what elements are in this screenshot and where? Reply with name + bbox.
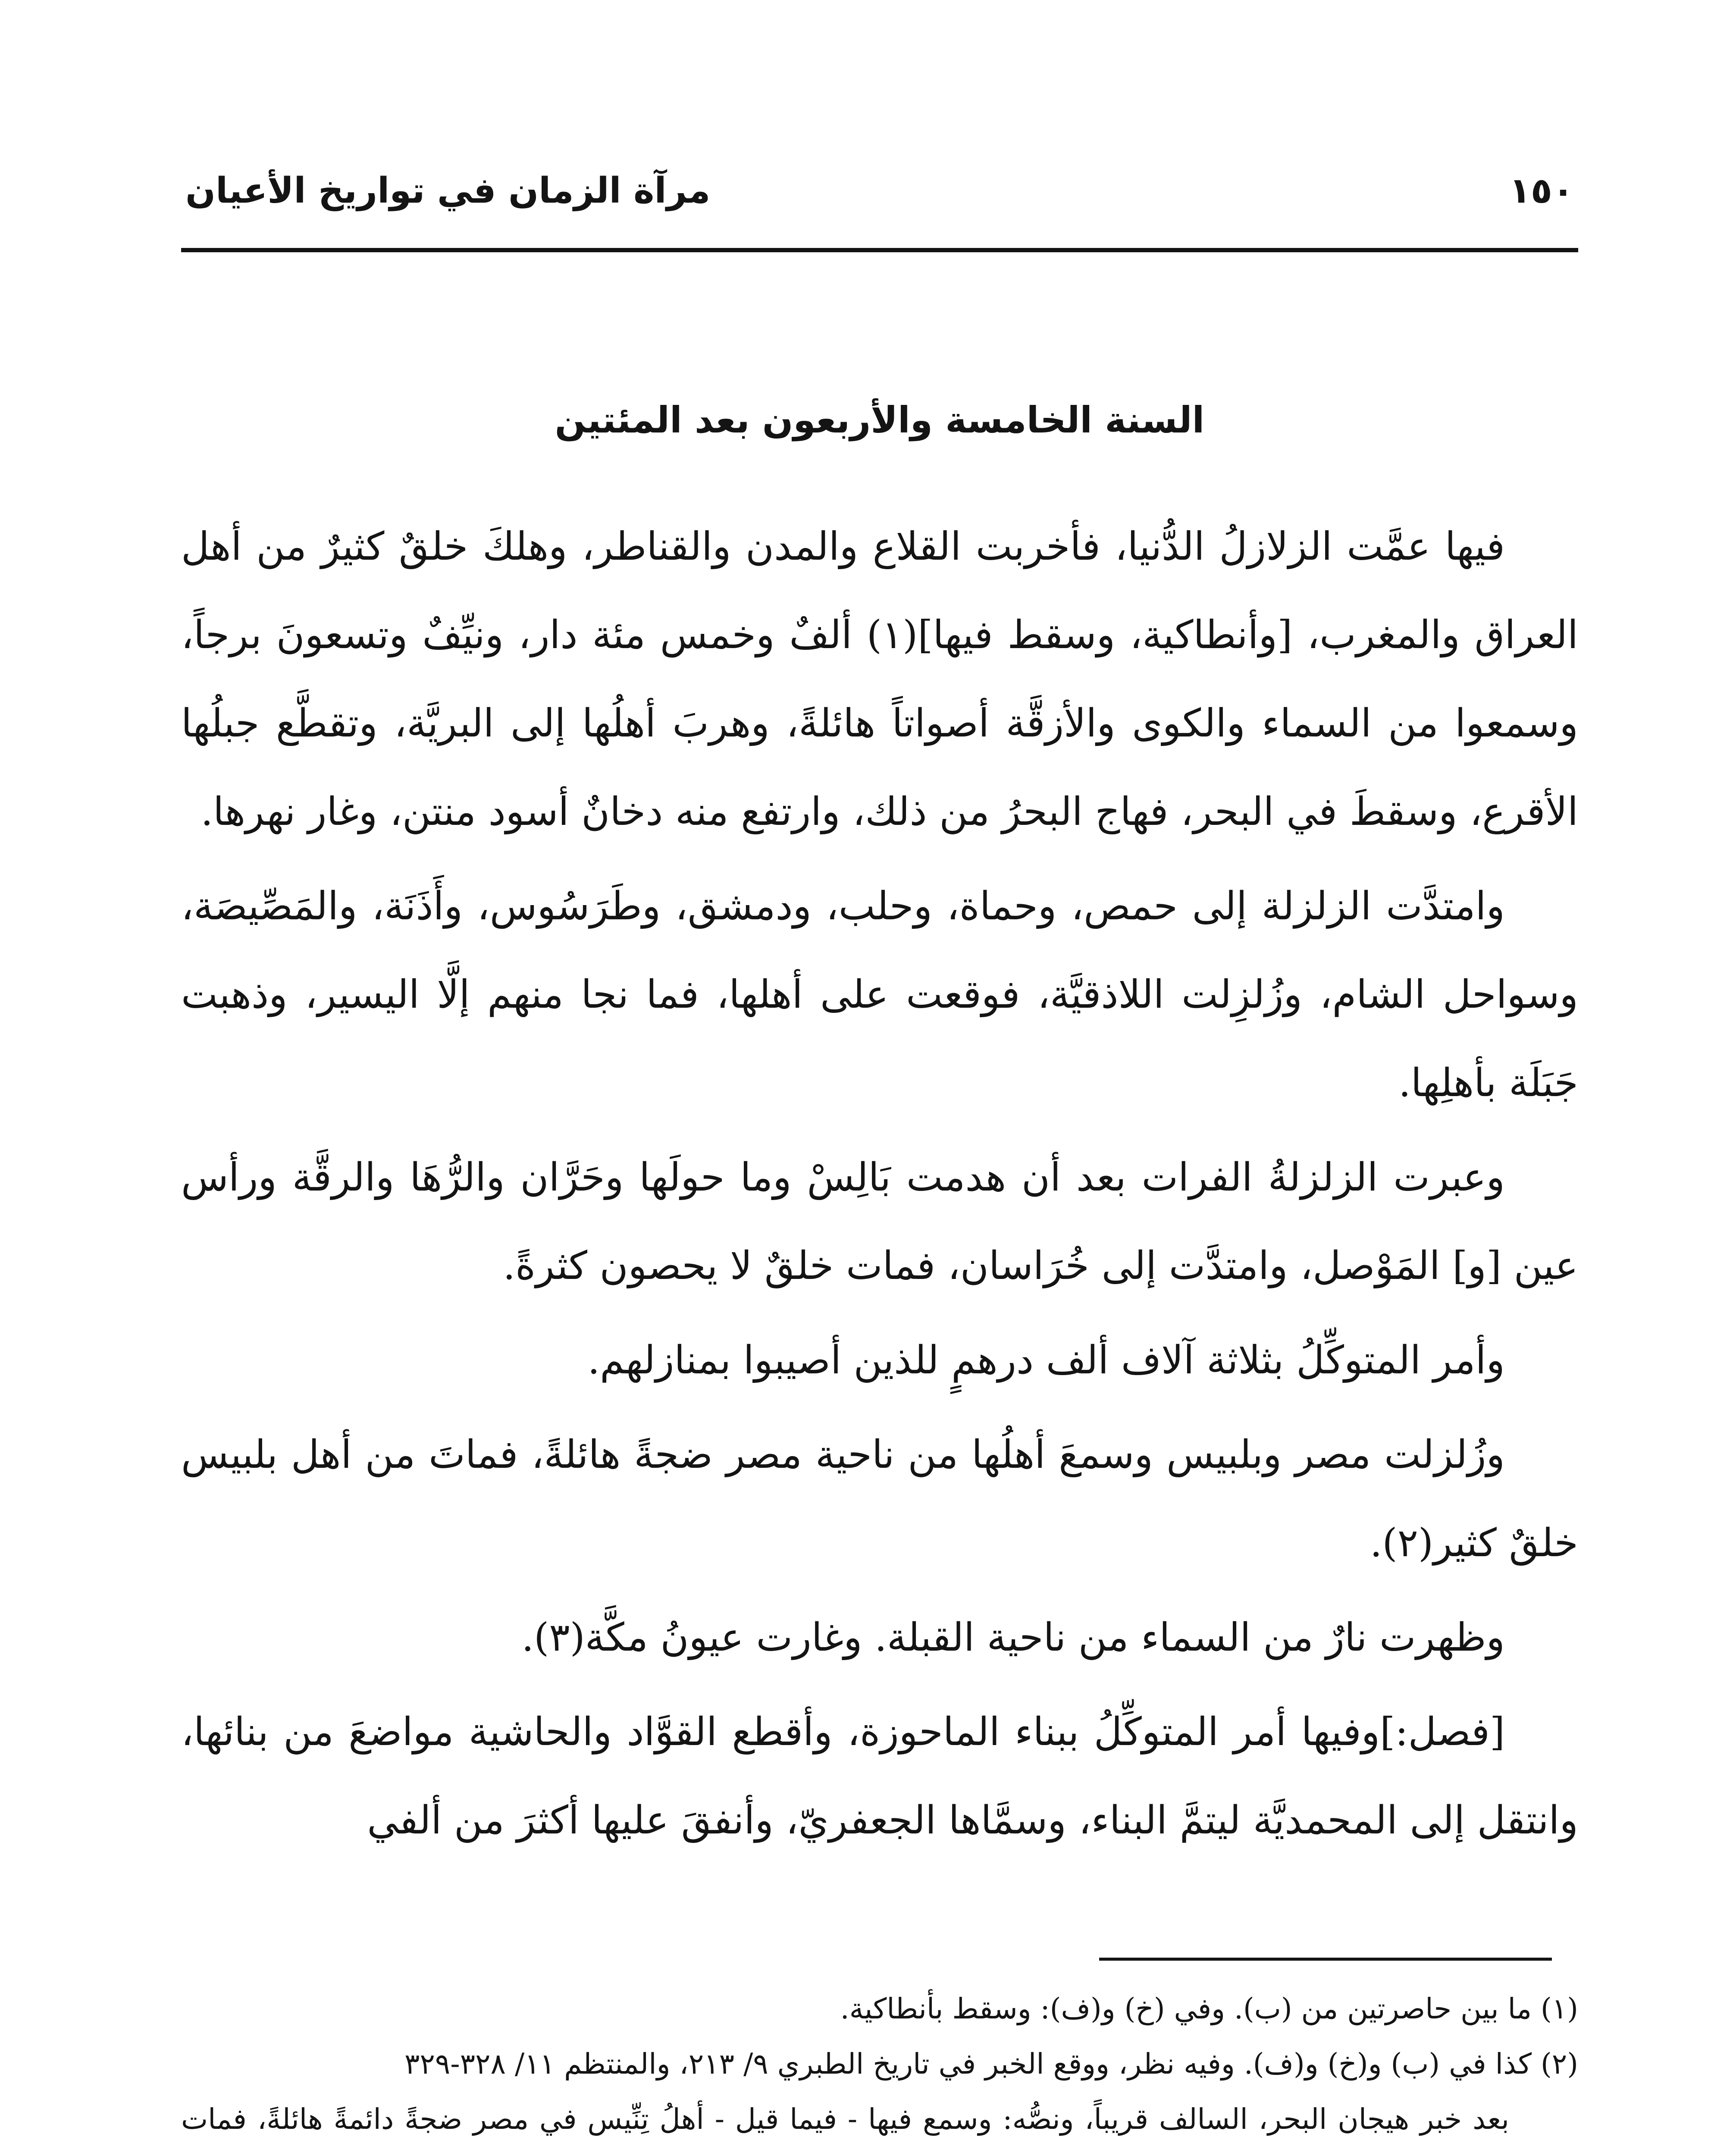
paragraph: فيها عمَّت الزلازلُ الدُّنيا، فأخربت القلاع والمدن والقناطر، وهلكَ خلقٌ كثيرٌ من أهل العراق والمغرب، [وأنطاكية، وسقط فيها](١) ألفٌ وخمس مئة دار، ونيِّفٌ وتسعونَ برجاً، وسمعوا من السماء والكوى والأزقَّة أصواتاً هائلةً، وهربَ أهلُها إلى البريَّة، وتقطَّع جبلُها الأقرع، وسقطَ في البحر، فهاج البحرُ من ذلك، وارتفع منه دخانٌ أسود منتن، وغار نهرها. <box>181 524 1578 834</box>
paragraph: وزُلزلت مصر وبلبيس وسمعَ أهلُها من ناحية مصر ضجةً هائلةً، فماتَ من أهل بلبيس خلقٌ كثير(٢). <box>181 1432 1578 1566</box>
footnote-continuation: بعد خبر هيجان البحر، السالف قريباً، ونصُّه: وسمع فيها - فيما قيل - أهلُ تِنِّيس في مصر ضجةً دائمةً هائلةً، فمات <box>181 2103 1509 2136</box>
footnote-separator <box>1099 1958 1552 1961</box>
paragraph: وأمر المتوكِّلُ بثلاثة آلاف ألف درهمٍ للذين أصيبوا بمنازلهم. <box>587 1338 1505 1383</box>
paragraph: وامتدَّت الزلزلة إلى حمص، وحماة، وحلب، ودمشق، وطَرَسُوس، وأَذَنَة، والمَصِّيصَة، وسواحل الشام، وزُلزِلت اللاذقيَّة، فوقعت على أهلها، فما نجا منهم إلَّا اليسير، وذهبت جَبَلَة بأهلِها. <box>181 884 1578 1106</box>
footnote: (١) ما بين حاصرتين من (ب). وفي (خ) و(ف): وسقط بأنطاكية. <box>840 1992 1578 2025</box>
page-number: ١٥٠ <box>1509 170 1574 211</box>
section-title: السنة الخامسة والأربعون بعد المئتين <box>555 399 1205 441</box>
footnote: (٢) كذا في (ب) و(خ) و(ف). وفيه نظر، ووقع الخبر في تاريخ الطبري ٩/ ٢١٣، والمنتظم ١١/ ٣٢٨-٣٢٩ <box>404 2047 1578 2081</box>
main-text <box>181 502 1578 1871</box>
paragraph: [فصل:]وفيها أمر المتوكِّلُ ببناء الماحوزة، وأقطع القوَّاد والحاشية مواضعَ من بنائها، وانتقل إلى المحمديَّة ليتمَّ البناء، وسمَّاها الجعفريّ، وأنفقَ عليها أكثرَ من ألفي <box>181 1709 1578 1843</box>
header-rule <box>181 248 1578 252</box>
paragraph: وظهرت نارٌ من السماء من ناحية القبلة. وغارت عيونُ مكَّة(٣). <box>521 1615 1505 1660</box>
footnotes <box>181 1981 1578 2156</box>
paragraph: وعبرت الزلزلةُ الفرات بعد أن هدمت بَالِسْ وما حولَها وحَرَّان والرُّهَا والرقَّة ورأس عين [و] المَوْصل، وامتدَّت إلى خُرَاسان، فمات خلقٌ لا يحصون كثرةً. <box>181 1155 1578 1288</box>
book-title: مرآة الزمان في تواريخ الأعيان <box>185 170 711 211</box>
running-header <box>185 170 1574 244</box>
